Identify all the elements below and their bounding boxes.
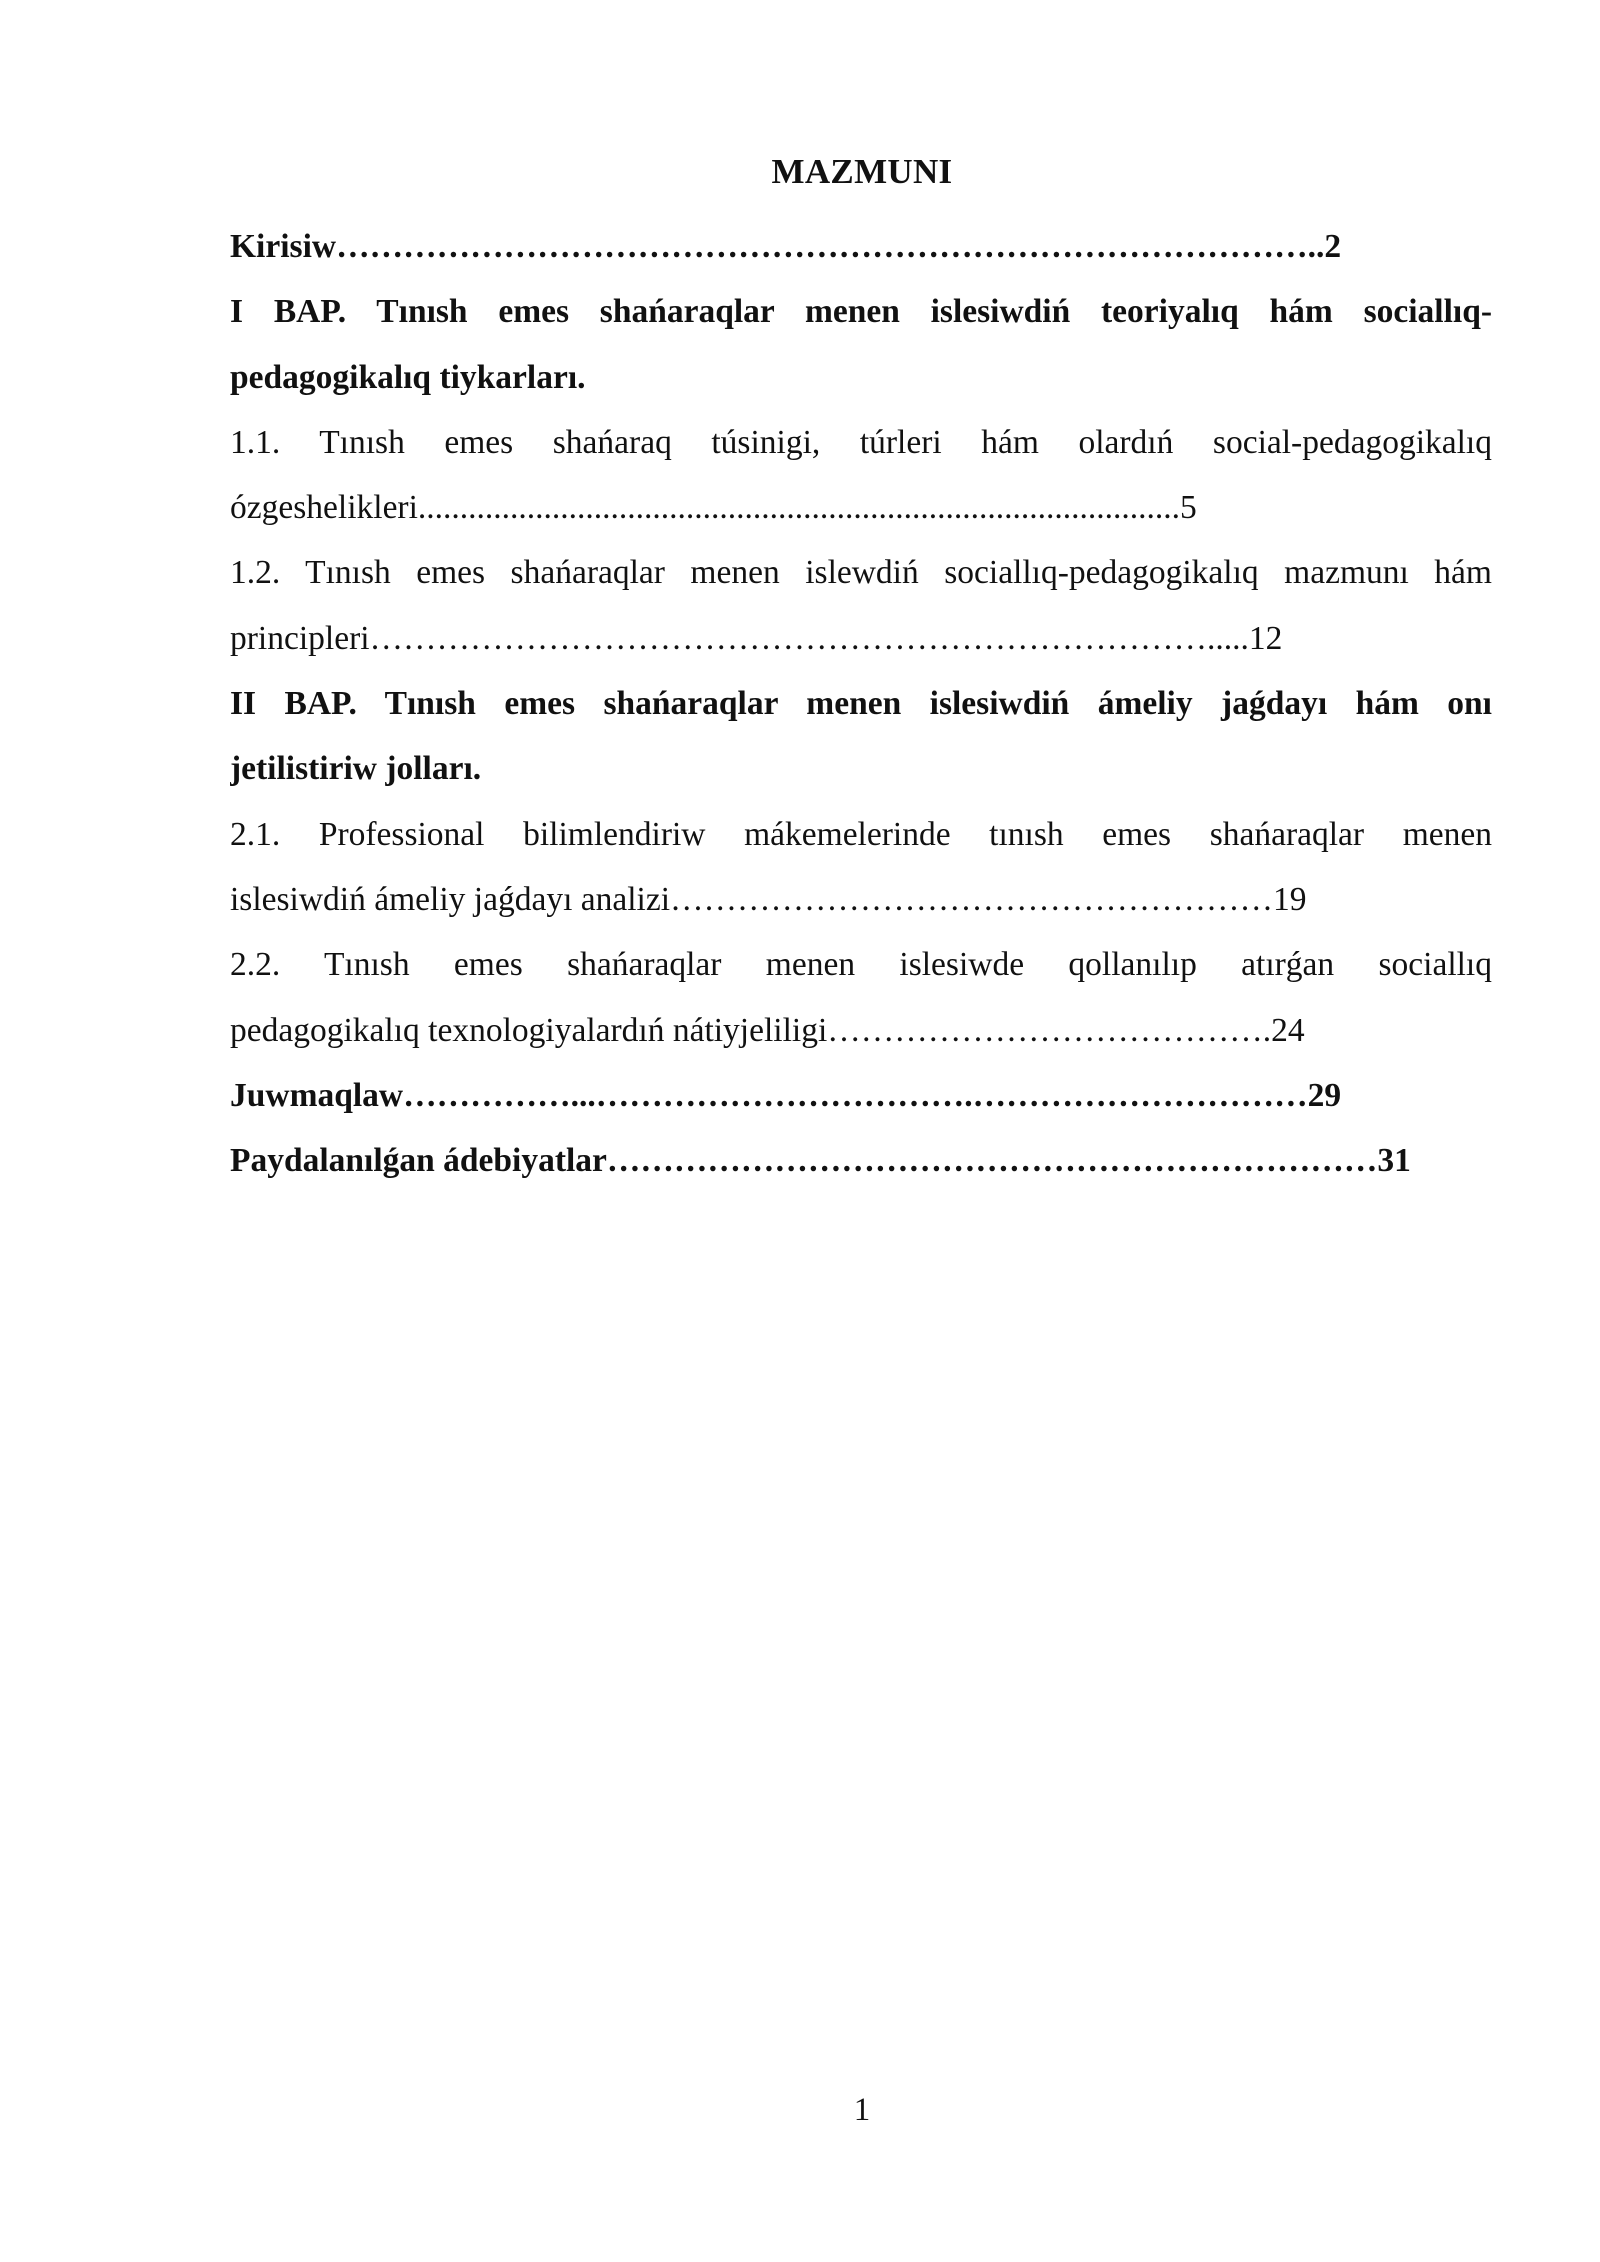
toc-chapter-2-line-2: jetilistiriw jolları. xyxy=(230,750,482,788)
table-of-contents xyxy=(230,214,1492,1193)
toc-section-2-2-line-1: 2.2. Tınısh emes shańaraqlar menen islesiwde qollanılıp atırǵan sociallıq xyxy=(230,946,1492,984)
page-title: MAZMUNI xyxy=(771,152,953,191)
page-number: 1 xyxy=(853,2092,871,2128)
toc-entry-intro: Kirisiw……………………………………………………………………………..2 xyxy=(230,228,1342,265)
toc-section-1-1-line-1: 1.1. Tınısh emes shańaraq túsinigi, túrleri hám olardıń social-pedagogikalıq xyxy=(230,423,1492,461)
toc-chapter-1-line-2: pedagogikalıq tiykarları. xyxy=(230,358,586,396)
toc-section-2-1-line-1: 2.1. Professional bilimlendiriw mákemelerinde tınısh emes shańaraqlar menen xyxy=(230,815,1492,853)
toc-section-1-2-line-2: principleri………………………………………………………………….....12 xyxy=(230,619,1283,657)
toc-section-1-2-line-1: 1.2. Tınısh emes shańaraqlar menen islewdiń sociallıq-pedagogikalıq mazmunı hám xyxy=(230,554,1492,592)
toc-section-2-1-line-2: islesiwdiń ámeliy jaǵdayı analizi………………………………………………19 xyxy=(230,880,1307,918)
toc-section-2-2-line-2: pedagogikalıq texnologiyalardıń nátiyjeliligi………………………………….24 xyxy=(230,1011,1305,1049)
toc-chapter-1-line-1: I BAP. Tınısh emes shańaraqlar menen islesiwdiń teoriyalıq hám sociallıq- xyxy=(230,293,1492,331)
toc-entry-references: Paydalanılǵan ádebiyatlar……………………………………………………………31 xyxy=(230,1142,1411,1180)
toc-entry-conclusion: Juwmaqlaw……………...…………………………….…………………………29 xyxy=(230,1076,1342,1114)
toc-section-1-1-line-2: ózgeshelikleri...........................................................................................5 xyxy=(230,489,1197,527)
toc-chapter-2-line-1: II BAP. Tınısh emes shańaraqlar menen islesiwdiń ámeliy jaǵdayı hám onı xyxy=(230,685,1492,723)
